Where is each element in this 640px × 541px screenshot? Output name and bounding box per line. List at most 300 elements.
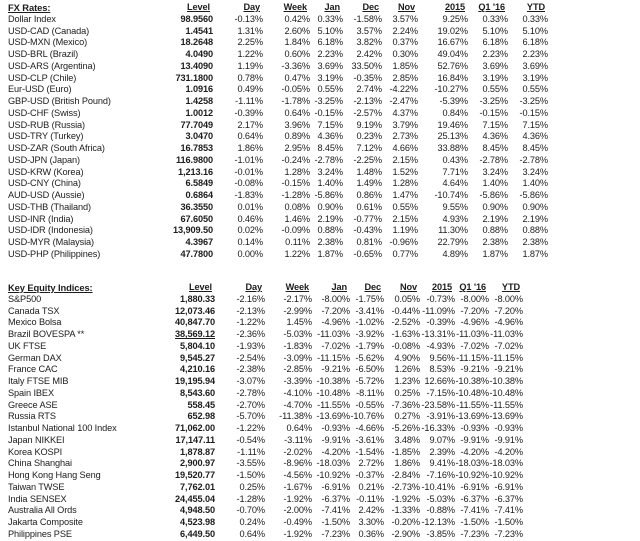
cell-day: -3.07% bbox=[236, 376, 265, 386]
cell-q1-16: 0.55% bbox=[482, 84, 508, 95]
cell-nov: 3.48% bbox=[394, 434, 420, 445]
cell-day: -1.22% bbox=[236, 423, 265, 433]
cell-jan: -10.48% bbox=[316, 387, 350, 398]
cell-level: 98.9560 bbox=[180, 13, 213, 24]
cell-2015: 19.46% bbox=[437, 119, 468, 130]
column-header-week: Week bbox=[283, 2, 307, 12]
cell-week: -4.10% bbox=[283, 387, 312, 398]
cell-ytd: -10.48% bbox=[489, 387, 523, 398]
cell-nov: -1.85% bbox=[391, 446, 420, 457]
table-row bbox=[8, 447, 523, 459]
cell-level: 19,520.77 bbox=[175, 470, 215, 480]
cell-q1-16: -10.92% bbox=[455, 470, 489, 480]
table-row bbox=[8, 96, 548, 108]
cell-q1-16: -18.03% bbox=[455, 458, 489, 469]
cell-ytd: 3.69% bbox=[522, 60, 548, 71]
cell-day: -1.11% bbox=[237, 446, 265, 457]
cell-level: 36.3550 bbox=[180, 201, 213, 212]
cell-jan: -3.25% bbox=[314, 96, 343, 106]
cell-week: -2.02% bbox=[283, 446, 312, 457]
cell-q1-16: 1.40% bbox=[482, 178, 508, 189]
cell-day: -1.50% bbox=[236, 470, 265, 480]
table-row bbox=[8, 494, 523, 506]
cell-nov: 1.19% bbox=[392, 225, 418, 236]
table-row bbox=[8, 49, 548, 61]
column-header-level: Level bbox=[189, 282, 212, 292]
cell-nov: 2.73% bbox=[392, 131, 418, 142]
cell-q1-16: 5.10% bbox=[482, 25, 508, 36]
cell-level: 1,213.16 bbox=[178, 166, 213, 177]
cell-2015: 4.64% bbox=[442, 178, 468, 189]
cell-dec: 9.19% bbox=[356, 119, 382, 130]
column-header-day: Day bbox=[243, 2, 260, 12]
cell-2015: -10.41% bbox=[421, 481, 455, 492]
table-row bbox=[8, 120, 548, 132]
cell-day: -1.93% bbox=[236, 340, 265, 351]
table-row bbox=[8, 37, 548, 49]
cell-jan: -0.93% bbox=[321, 423, 350, 433]
cell-nov: -0.08% bbox=[391, 340, 420, 351]
row-label: India SENSEX bbox=[8, 493, 67, 504]
cell-dec: 3.57% bbox=[356, 25, 382, 36]
cell-day: -2.78% bbox=[236, 387, 265, 398]
table-row bbox=[8, 317, 523, 329]
column-header-nov: Nov bbox=[399, 282, 417, 292]
cell-dec: -1.54% bbox=[355, 446, 384, 457]
cell-day: -2.36% bbox=[236, 329, 265, 339]
cell-nov: -0.96% bbox=[389, 237, 418, 247]
table-row bbox=[8, 470, 523, 482]
cell-jan: -18.03% bbox=[316, 458, 350, 469]
cell-2015: 0.84% bbox=[442, 107, 468, 118]
cell-week: 2.95% bbox=[284, 143, 310, 153]
cell-2015: 0.43% bbox=[442, 154, 468, 165]
row-label: USD-CLP (Chile) bbox=[8, 72, 77, 83]
row-label: USD-TRY (Turkey) bbox=[8, 131, 84, 142]
row-label: USD-KRW (Korea) bbox=[8, 166, 84, 177]
table-row bbox=[8, 294, 523, 306]
cell-week: -0.05% bbox=[281, 84, 310, 95]
cell-ytd: 2.19% bbox=[522, 213, 548, 224]
cell-jan: -0.15% bbox=[314, 107, 343, 118]
cell-jan: -1.50% bbox=[321, 517, 350, 527]
row-label: USD-THB (Thailand) bbox=[8, 201, 91, 212]
cell-day: 0.64% bbox=[239, 528, 265, 539]
cell-2015: -10.27% bbox=[434, 84, 468, 95]
column-header-jan: Jan bbox=[324, 2, 340, 12]
cell-jan: -9.21% bbox=[321, 364, 350, 375]
cell-dec: 2.42% bbox=[356, 49, 382, 59]
cell-week: 0.60% bbox=[284, 49, 310, 59]
cell-level: 7,762.01 bbox=[180, 481, 215, 492]
column-header-nov: Nov bbox=[397, 2, 415, 12]
row-label: USD-ZAR (South Africa) bbox=[8, 143, 105, 153]
cell-2015: -3.85% bbox=[426, 528, 455, 539]
cell-level: 77.7049 bbox=[180, 119, 213, 130]
column-header-q1-16: Q1 '16 bbox=[459, 282, 486, 292]
cell-dec: 1.49% bbox=[356, 178, 382, 189]
cell-ytd: -0.93% bbox=[494, 423, 523, 433]
cell-dec: 0.36% bbox=[358, 528, 384, 539]
row-label: Japan NIKKEI bbox=[8, 434, 65, 445]
cell-2015: 8.53% bbox=[429, 364, 455, 375]
table-row bbox=[8, 26, 548, 38]
cell-jan: -10.38% bbox=[316, 376, 350, 386]
cell-q1-16: 2.23% bbox=[482, 49, 508, 59]
cell-dec: -6.50% bbox=[355, 364, 384, 375]
cell-day: -2.13% bbox=[236, 305, 265, 316]
cell-dec: 3.82% bbox=[356, 37, 382, 48]
cell-nov: 3.57% bbox=[392, 13, 418, 24]
cell-dec: -2.25% bbox=[353, 154, 382, 165]
row-label: France CAC bbox=[8, 364, 58, 375]
cell-nov: 0.27% bbox=[394, 411, 420, 422]
cell-q1-16: 8.45% bbox=[482, 143, 508, 153]
cell-ytd: -4.20% bbox=[494, 446, 523, 457]
cell-level: 116.9800 bbox=[175, 154, 213, 165]
cell-jan: -6.37% bbox=[321, 493, 350, 504]
cell-dec: 3.30% bbox=[358, 517, 384, 527]
cell-day: -3.55% bbox=[236, 458, 265, 469]
cell-ytd: 7.15% bbox=[522, 119, 548, 130]
row-label: USD-CAD (Canada) bbox=[8, 25, 90, 36]
table-row bbox=[8, 84, 548, 96]
cell-level: 4,523.98 bbox=[180, 517, 215, 527]
table-row bbox=[8, 388, 523, 400]
cell-week: -1.28% bbox=[281, 190, 310, 200]
row-label: Korea KOSPI bbox=[8, 446, 63, 457]
cell-level: 38,569.12 bbox=[175, 329, 215, 339]
cell-dec: 0.23% bbox=[356, 131, 382, 142]
cell-nov: -4.22% bbox=[389, 84, 418, 95]
cell-ytd: 0.90% bbox=[522, 201, 548, 212]
cell-2015: 19.02% bbox=[437, 25, 468, 36]
table-row bbox=[8, 482, 523, 494]
cell-dec: -3.92% bbox=[355, 329, 384, 339]
row-label: USD-RUB (Russia) bbox=[8, 119, 86, 130]
cell-2015: -0.39% bbox=[426, 317, 455, 328]
cell-level: 731.1800 bbox=[175, 72, 213, 83]
cell-ytd: 4.36% bbox=[522, 131, 548, 142]
row-label: UK FTSE bbox=[8, 340, 47, 351]
cell-dec: 2.74% bbox=[356, 84, 382, 95]
cell-week: -0.15% bbox=[281, 178, 310, 189]
cell-2015: 49.04% bbox=[437, 49, 468, 59]
table-row bbox=[8, 329, 523, 341]
cell-nov: -7.36% bbox=[391, 399, 420, 410]
cell-level: 13,909.50 bbox=[173, 225, 213, 236]
table-row bbox=[8, 505, 523, 517]
cell-jan: 2.23% bbox=[317, 49, 343, 59]
cell-week: -2.85% bbox=[283, 364, 312, 375]
cell-day: -1.22% bbox=[236, 317, 265, 328]
cell-day: 0.00% bbox=[237, 248, 263, 259]
cell-ytd: -3.25% bbox=[519, 96, 548, 106]
cell-jan: 7.15% bbox=[317, 119, 343, 130]
row-label: USD-PHP (Philippines) bbox=[8, 248, 101, 259]
cell-q1-16: 3.24% bbox=[482, 166, 508, 177]
cell-nov: 0.05% bbox=[394, 293, 420, 304]
cell-jan: 1.87% bbox=[317, 248, 343, 259]
table-row bbox=[8, 529, 523, 541]
cell-ytd: 3.24% bbox=[522, 166, 548, 177]
table-row bbox=[8, 400, 523, 412]
row-label: Spain IBEX bbox=[8, 387, 54, 398]
cell-level: 5,804.10 bbox=[180, 340, 215, 351]
cell-dec: -1.75% bbox=[355, 293, 384, 304]
cell-jan: -11.03% bbox=[317, 329, 350, 339]
cell-jan: -8.00% bbox=[321, 293, 350, 304]
cell-dec: -0.37% bbox=[355, 470, 384, 480]
row-label: Mexico Bolsa bbox=[8, 317, 62, 328]
cell-level: 8,543.60 bbox=[180, 387, 215, 398]
cell-nov: 4.66% bbox=[392, 143, 418, 153]
cell-day: 0.24% bbox=[239, 517, 265, 527]
cell-q1-16: -6.37% bbox=[460, 493, 489, 504]
cell-ytd: 0.33% bbox=[522, 13, 548, 24]
cell-2015: 4.93% bbox=[442, 213, 468, 224]
cell-nov: -0.44% bbox=[391, 305, 420, 316]
cell-q1-16: -4.96% bbox=[460, 317, 489, 328]
cell-week: 0.42% bbox=[284, 13, 310, 24]
cell-q1-16: -0.15% bbox=[479, 107, 508, 118]
cell-level: 13.4090 bbox=[180, 60, 213, 71]
cell-dec: -1.02% bbox=[355, 317, 384, 328]
cell-level: 6.5849 bbox=[185, 178, 213, 189]
cell-level: 17,147.11 bbox=[175, 434, 215, 445]
row-label: Jakarta Composite bbox=[8, 517, 83, 527]
cell-day: -1.83% bbox=[234, 190, 263, 200]
table-row bbox=[8, 376, 523, 388]
cell-day: 0.01% bbox=[237, 201, 263, 212]
cell-ytd: -11.55% bbox=[490, 399, 523, 410]
cell-day: 0.02% bbox=[237, 225, 263, 236]
cell-nov: 0.25% bbox=[394, 387, 420, 398]
table-row bbox=[8, 73, 548, 85]
cell-week: 1.22% bbox=[284, 248, 310, 259]
cell-week: 0.89% bbox=[284, 131, 310, 142]
table-row bbox=[8, 237, 548, 249]
cell-nov: 1.52% bbox=[392, 166, 418, 177]
cell-q1-16: -6.91% bbox=[460, 481, 489, 492]
cell-nov: 1.47% bbox=[392, 190, 418, 200]
cell-day: -0.39% bbox=[234, 107, 263, 118]
row-label: China Shanghai bbox=[8, 458, 72, 469]
cell-ytd: -5.86% bbox=[519, 190, 548, 200]
cell-q1-16: 6.18% bbox=[482, 37, 508, 48]
cell-day: -2.54% bbox=[236, 352, 265, 363]
cell-nov: -2.47% bbox=[389, 96, 418, 106]
row-label: USD-MYR (Malaysia) bbox=[8, 237, 94, 247]
cell-week: 1.84% bbox=[284, 37, 310, 48]
cell-ytd: -0.15% bbox=[519, 107, 548, 118]
cell-week: -0.09% bbox=[281, 225, 310, 236]
cell-week: -1.92% bbox=[283, 528, 312, 539]
column-header-week: Week bbox=[285, 282, 309, 292]
cell-dec: -0.11% bbox=[356, 493, 384, 504]
row-label: Taiwan TWSE bbox=[8, 481, 65, 492]
cell-nov: 1.23% bbox=[394, 376, 420, 386]
cell-q1-16: 0.90% bbox=[482, 201, 508, 212]
cell-ytd: -10.38% bbox=[489, 376, 523, 386]
cell-week: -8.96% bbox=[283, 458, 312, 469]
cell-ytd: -7.20% bbox=[494, 305, 523, 316]
cell-week: 0.64% bbox=[286, 423, 312, 433]
cell-q1-16: -7.23% bbox=[460, 528, 489, 539]
cell-day: 1.22% bbox=[237, 49, 263, 59]
cell-week: 1.45% bbox=[286, 317, 312, 328]
table-row bbox=[8, 423, 523, 435]
cell-2015: -7.16% bbox=[426, 470, 455, 480]
cell-2015: -10.74% bbox=[434, 190, 468, 200]
cell-level: 0.6864 bbox=[185, 190, 213, 200]
cell-jan: -4.96% bbox=[321, 317, 350, 328]
cell-q1-16: -7.41% bbox=[460, 505, 489, 516]
cell-dec: -2.57% bbox=[353, 107, 382, 118]
cell-nov: -2.90% bbox=[391, 528, 420, 539]
cell-jan: 5.10% bbox=[317, 25, 343, 36]
cell-week: -2.17% bbox=[283, 293, 312, 304]
cell-level: 1.4541 bbox=[185, 25, 213, 36]
table-row bbox=[8, 167, 548, 179]
cell-day: -2.70% bbox=[236, 399, 265, 410]
cell-jan: 3.69% bbox=[317, 60, 343, 71]
cell-2015: 16.67% bbox=[437, 37, 468, 48]
cell-week: -1.78% bbox=[281, 96, 310, 106]
cell-level: 67.6050 bbox=[180, 213, 213, 224]
cell-nov: 0.30% bbox=[392, 49, 418, 59]
cell-nov: -2.73% bbox=[391, 481, 420, 492]
cell-jan: 0.90% bbox=[317, 201, 343, 212]
cell-week: 3.96% bbox=[284, 119, 310, 130]
equity-header-row bbox=[8, 282, 523, 294]
cell-2015: -23.58% bbox=[421, 399, 455, 410]
cell-week: -3.09% bbox=[283, 352, 312, 363]
cell-ytd: -7.02% bbox=[494, 340, 523, 351]
cell-level: 652.98 bbox=[187, 411, 215, 422]
cell-q1-16: -0.93% bbox=[460, 423, 489, 433]
cell-nov: 1.26% bbox=[394, 364, 420, 375]
cell-nov: 2.85% bbox=[392, 72, 418, 83]
cell-ytd: -10.92% bbox=[489, 470, 523, 480]
cell-dec: 0.21% bbox=[358, 481, 384, 492]
cell-jan: 4.36% bbox=[317, 131, 343, 142]
cell-level: 4,948.50 bbox=[180, 505, 215, 516]
cell-nov: 0.37% bbox=[392, 37, 418, 48]
cell-level: 6,449.50 bbox=[180, 528, 215, 539]
cell-ytd: 0.88% bbox=[522, 225, 548, 236]
row-label: USD-CHF (Swiss) bbox=[8, 107, 81, 118]
cell-day: -0.13% bbox=[234, 13, 263, 24]
cell-nov: -2.52% bbox=[391, 317, 420, 328]
cell-q1-16: -10.38% bbox=[455, 376, 489, 386]
cell-jan: -7.02% bbox=[321, 340, 350, 351]
cell-nov: -5.26% bbox=[391, 423, 420, 433]
cell-ytd: -6.37% bbox=[494, 493, 523, 504]
row-label: Canada TSX bbox=[8, 305, 60, 316]
cell-level: 16.7853 bbox=[180, 143, 213, 153]
cell-dec: 1.48% bbox=[356, 166, 382, 177]
cell-q1-16: -13.69% bbox=[455, 411, 489, 422]
cell-2015: 2.39% bbox=[429, 446, 455, 457]
cell-day: 1.19% bbox=[237, 60, 263, 71]
cell-nov: 4.37% bbox=[392, 107, 418, 118]
cell-2015: -5.39% bbox=[439, 96, 468, 106]
cell-level: 4,210.16 bbox=[180, 364, 215, 375]
cell-day: 0.14% bbox=[237, 237, 263, 247]
cell-dec: -3.61% bbox=[355, 434, 384, 445]
table-row bbox=[8, 517, 523, 529]
cell-2015: -11.09% bbox=[422, 305, 455, 316]
cell-q1-16: -2.78% bbox=[479, 154, 508, 165]
row-label: USD-BRL (Brazil) bbox=[8, 49, 79, 59]
cell-day: 2.25% bbox=[237, 37, 263, 48]
cell-week: -1.67% bbox=[283, 481, 312, 492]
table-row bbox=[8, 214, 548, 226]
cell-jan: -7.20% bbox=[321, 305, 350, 316]
cell-jan: 6.18% bbox=[317, 37, 343, 48]
cell-2015: 22.79% bbox=[437, 237, 468, 247]
cell-2015: -4.93% bbox=[426, 340, 455, 351]
column-header-level: Level bbox=[187, 2, 210, 12]
cell-week: -4.70% bbox=[283, 399, 312, 410]
cell-jan: -7.23% bbox=[321, 528, 350, 539]
cell-day: -0.08% bbox=[234, 178, 263, 189]
key-equity-indices-table bbox=[8, 282, 523, 541]
table-row bbox=[8, 364, 523, 376]
cell-dec: -2.13% bbox=[353, 96, 382, 106]
cell-day: 0.25% bbox=[239, 481, 265, 492]
cell-level: 40,847.70 bbox=[175, 317, 215, 328]
cell-2015: 4.89% bbox=[442, 248, 468, 259]
cell-q1-16: -7.20% bbox=[460, 305, 489, 316]
cell-q1-16: -8.00% bbox=[460, 293, 489, 304]
row-label: Russia RTS bbox=[8, 411, 56, 422]
cell-ytd: 0.55% bbox=[522, 84, 548, 95]
cell-q1-16: 2.38% bbox=[482, 237, 508, 247]
cell-jan: 3.24% bbox=[317, 166, 343, 177]
cell-ytd: -13.69% bbox=[489, 411, 523, 422]
cell-day: -1.11% bbox=[235, 96, 263, 106]
cell-nov: 0.55% bbox=[392, 201, 418, 212]
cell-week: -0.49% bbox=[283, 517, 312, 527]
cell-ytd: -9.91% bbox=[494, 434, 523, 445]
cell-ytd: -1.50% bbox=[494, 517, 523, 527]
cell-day: -5.70% bbox=[236, 411, 265, 422]
cell-day: -1.01% bbox=[234, 154, 263, 165]
cell-dec: 0.86% bbox=[356, 190, 382, 200]
cell-dec: -0.65% bbox=[353, 248, 382, 259]
cell-q1-16: -5.86% bbox=[479, 190, 508, 200]
cell-nov: -2.84% bbox=[391, 470, 420, 480]
cell-dec: 33.50% bbox=[351, 60, 382, 71]
cell-dec: -1.58% bbox=[353, 13, 382, 24]
table-row bbox=[8, 190, 548, 202]
cell-jan: 8.45% bbox=[317, 143, 343, 153]
cell-ytd: -11.03% bbox=[490, 329, 523, 339]
cell-level: 1,880.33 bbox=[180, 293, 215, 304]
cell-day: -0.01% bbox=[234, 166, 263, 177]
cell-jan: 1.40% bbox=[317, 178, 343, 189]
column-header-ytd: YTD bbox=[501, 282, 520, 292]
cell-week: -3.11% bbox=[284, 434, 312, 445]
cell-q1-16: -1.50% bbox=[460, 517, 489, 527]
cell-2015: -0.88% bbox=[426, 505, 455, 516]
cell-nov: 3.79% bbox=[392, 119, 418, 130]
cell-2015: 16.84% bbox=[437, 72, 468, 83]
cell-day: 0.78% bbox=[237, 72, 263, 83]
cell-jan: -9.91% bbox=[321, 434, 350, 445]
